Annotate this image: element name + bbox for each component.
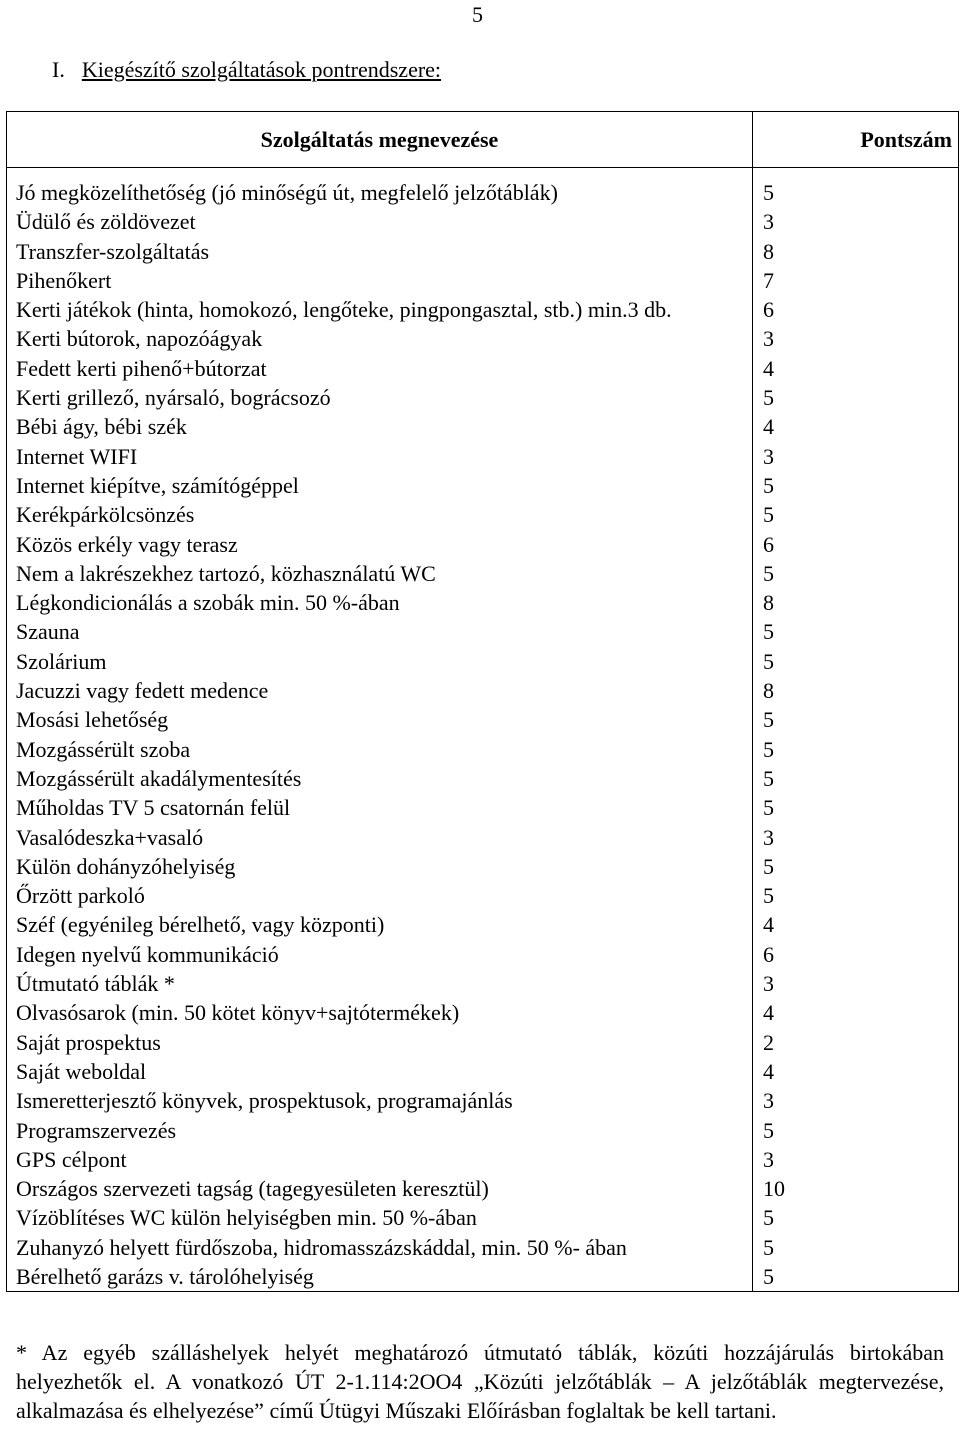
service-name-cell: Bébi ágy, bébi szék	[7, 412, 753, 441]
service-name-cell: Kerti játékok (hinta, homokozó, lengőteke, pingpongasztal, stb.) min.3 db.	[7, 295, 753, 324]
section-heading	[52, 57, 441, 83]
points-cell: 5	[753, 852, 959, 881]
table-body	[7, 168, 959, 1292]
table-row	[7, 1116, 959, 1145]
table-row	[7, 354, 959, 383]
points-cell: 7	[753, 266, 959, 295]
service-name-cell: Mozgássérült szoba	[7, 735, 753, 764]
points-cell: 3	[753, 969, 959, 998]
service-name-cell: Jó megközelíthetőség (jó minőségű út, megfelelő jelzőtáblák)	[7, 178, 753, 207]
service-name-cell: Idegen nyelvű kommunikáció	[7, 940, 753, 969]
points-cell: 5	[753, 793, 959, 822]
service-name-cell: Külön dohányzóhelyiség	[7, 852, 753, 881]
service-name-cell: Saját weboldal	[7, 1057, 753, 1086]
service-name-cell: Pihenőkert	[7, 266, 753, 295]
table-row	[7, 500, 959, 529]
points-cell: 4	[753, 998, 959, 1027]
service-name-cell: Internet WIFI	[7, 442, 753, 471]
service-name-cell: Üdülő és zöldövezet	[7, 207, 753, 236]
service-name-cell: Vízöblítéses WC külön helyiségben min. 50 %-ában	[7, 1203, 753, 1232]
table-row	[7, 881, 959, 910]
points-cell: 5	[753, 647, 959, 676]
service-name-cell: Széf (egyénileg bérelhető, vagy központi)	[7, 910, 753, 939]
points-cell: 6	[753, 295, 959, 324]
points-cell: 5	[753, 881, 959, 910]
points-cell: 6	[753, 530, 959, 559]
points-cell: 5	[753, 617, 959, 646]
table-row	[7, 823, 959, 852]
service-name-cell: Jacuzzi vagy fedett medence	[7, 676, 753, 705]
service-name-cell: Országos szervezeti tagság (tagegyesületen keresztül)	[7, 1174, 753, 1203]
table-row	[7, 383, 959, 412]
table-row	[7, 969, 959, 998]
table-row	[7, 735, 959, 764]
service-name-cell: Kerti grillező, nyársaló, bográcsozó	[7, 383, 753, 412]
service-name-cell: Mozgássérült akadálymentesítés	[7, 764, 753, 793]
points-cell: 10	[753, 1174, 959, 1203]
service-name-cell: Mosási lehetőség	[7, 705, 753, 734]
service-name-cell: Közös erkély vagy terasz	[7, 530, 753, 559]
points-cell: 5	[753, 1116, 959, 1145]
service-name-cell: Saját prospektus	[7, 1028, 753, 1057]
table-row	[7, 940, 959, 969]
points-cell: 5	[753, 735, 959, 764]
points-cell: 3	[753, 1086, 959, 1115]
service-name-cell: Transzfer-szolgáltatás	[7, 237, 753, 266]
table-row	[7, 1028, 959, 1057]
table-row	[7, 617, 959, 646]
points-cell: 5	[753, 178, 959, 207]
service-name-cell: Nem a lakrészekhez tartozó, közhasználatú WC	[7, 559, 753, 588]
table-row	[7, 266, 959, 295]
page-number: 5	[472, 2, 483, 27]
table-row	[7, 1145, 959, 1174]
service-name-cell: Vasalódeszka+vasaló	[7, 823, 753, 852]
table-row	[7, 295, 959, 324]
table-row	[7, 852, 959, 881]
points-cell: 6	[753, 940, 959, 969]
points-cell: 2	[753, 1028, 959, 1057]
service-name-cell: Bérelhető garázs v. tárolóhelyiség	[7, 1262, 753, 1292]
table-row	[7, 412, 959, 441]
points-cell: 5	[753, 1262, 959, 1292]
service-name-cell: Útmutató táblák *	[7, 969, 753, 998]
service-name-cell: Kerti bútorok, napozóágyak	[7, 324, 753, 353]
points-cell: 4	[753, 910, 959, 939]
table-row	[7, 793, 959, 822]
table-row	[7, 324, 959, 353]
service-name-cell: Légkondicionálás a szobák min. 50 %-ában	[7, 588, 753, 617]
points-cell: 4	[753, 354, 959, 383]
table-row	[7, 1233, 959, 1262]
table-row	[7, 764, 959, 793]
table-row	[7, 1057, 959, 1086]
service-name-cell: Olvasósarok (min. 50 kötet könyv+sajtótermékek)	[7, 998, 753, 1027]
table-row	[7, 910, 959, 939]
points-cell: 3	[753, 823, 959, 852]
table-row	[7, 178, 959, 207]
points-cell: 5	[753, 500, 959, 529]
table-row	[7, 530, 959, 559]
table-row	[7, 1174, 959, 1203]
points-cell: 3	[753, 1145, 959, 1174]
service-name-cell: Programszervezés	[7, 1116, 753, 1145]
table-spacer-row	[7, 168, 959, 179]
points-cell: 5	[753, 383, 959, 412]
table-row	[7, 588, 959, 617]
points-cell: 3	[753, 207, 959, 236]
points-cell: 8	[753, 237, 959, 266]
footnote: * Az egyéb szálláshelyek helyét meghatározó útmutató táblák, közúti hozzájárulás birtokában helyezhetők el. A vonatkozó ÚT 2-1.114:2OO4 „Közúti jelzőtáblák – A jelzőtáblák megtervezése, alkalmazása és elhelyezése” című Útügyi Műszaki Előírásban foglaltak be kell tartani.	[16, 1340, 944, 1423]
service-name-cell: Szolárium	[7, 647, 753, 676]
points-cell: 5	[753, 471, 959, 500]
points-cell: 4	[753, 412, 959, 441]
table-row	[7, 237, 959, 266]
service-name-cell: Ismeretterjesztő könyvek, prospektusok, programajánlás	[7, 1086, 753, 1115]
table-row	[7, 1262, 959, 1292]
points-cell: 8	[753, 588, 959, 617]
points-cell: 3	[753, 324, 959, 353]
table-row	[7, 1086, 959, 1115]
table-row	[7, 471, 959, 500]
table-row	[7, 207, 959, 236]
table-row	[7, 647, 959, 676]
table-row	[7, 1203, 959, 1232]
service-name-cell: GPS célpont	[7, 1145, 753, 1174]
points-cell: 8	[753, 676, 959, 705]
header-points: Pontszám	[753, 112, 959, 168]
table-row	[7, 442, 959, 471]
service-name-cell: Zuhanyzó helyett fürdőszoba, hidromasszázskáddal, min. 50 %- ában	[7, 1233, 753, 1262]
points-cell: 5	[753, 559, 959, 588]
table-row	[7, 676, 959, 705]
table-header-row	[7, 112, 959, 168]
points-cell: 5	[753, 1203, 959, 1232]
section-number: I.	[52, 57, 65, 82]
points-cell: 5	[753, 705, 959, 734]
services-points-table	[6, 111, 959, 1292]
table-row	[7, 559, 959, 588]
service-name-cell: Őrzött parkoló	[7, 881, 753, 910]
header-service-name: Szolgáltatás megnevezése	[7, 112, 753, 168]
points-cell: 5	[753, 1233, 959, 1262]
service-name-cell: Kerékpárkölcsönzés	[7, 500, 753, 529]
points-cell: 4	[753, 1057, 959, 1086]
points-cell: 5	[753, 764, 959, 793]
service-name-cell: Műholdas TV 5 csatornán felül	[7, 793, 753, 822]
section-title: Kiegészítő szolgáltatások pontrendszere:	[81, 57, 442, 82]
service-name-cell: Szauna	[7, 617, 753, 646]
service-name-cell: Internet kiépítve, számítógéppel	[7, 471, 753, 500]
points-cell: 3	[753, 442, 959, 471]
table-row	[7, 998, 959, 1027]
service-name-cell: Fedett kerti pihenő+bútorzat	[7, 354, 753, 383]
table-row	[7, 705, 959, 734]
